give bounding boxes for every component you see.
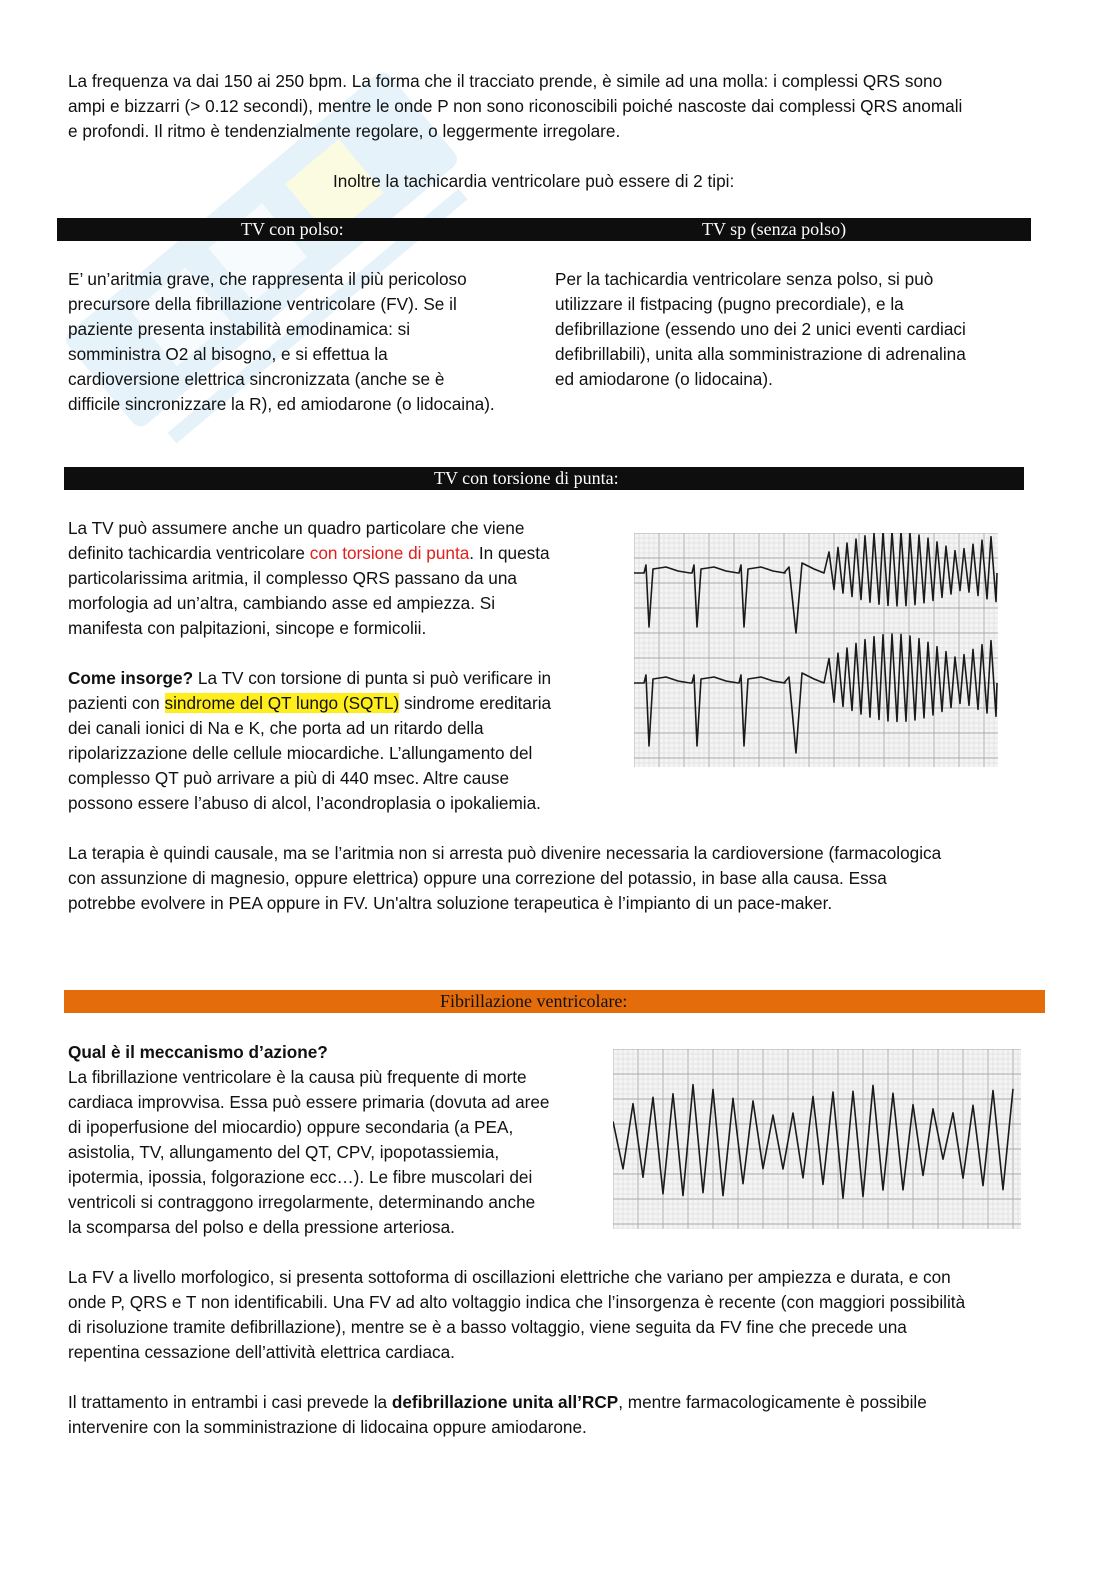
list-item: ed amiodarone (o lidocaina). (555, 369, 773, 389)
intro-line-1: La frequenza va dai 150 ai 250 bpm. La forma che il tracciato prende, è simile ad una molla: i complessi QRS sono (68, 71, 943, 91)
torsione-p1-line-5: manifesta con palpitazioni, sincope e formicolii. (68, 618, 427, 638)
therapy-line-3: potrebbe evolvere in PEA oppure in FV. Un'altra soluzione terapeutica è l’impianto di un pace-maker. (68, 893, 833, 913)
torsione-p1-line-1: La TV può assumere anche un quadro particolare che viene (68, 518, 525, 538)
list-item: defibrillabili), unita alla somministrazione di adrenalina (555, 344, 966, 364)
list-item: La FV a livello morfologico, si presenta sottoforma di oscillazioni elettriche che variano per ampiezza e durata, e con (68, 1267, 951, 1287)
torsione-p1-line-3: particolarissima aritmia, il complesso QRS passano da una (68, 568, 517, 588)
list-item: somministra O2 al bisogno, e si effettua la (68, 344, 388, 364)
fv-heading: Fibrillazione ventricolare: (440, 991, 628, 1011)
list-item: difficile sincronizzare la R), ed amiodarone (o lidocaina). (68, 394, 495, 414)
list-item: Per la tachicardia ventricolare senza polso, si può (555, 269, 934, 289)
list-item: paziente presenta instabilità emodinamica: si (68, 319, 411, 339)
torsione-p2-line-4: ripolarizzazione delle cellule miocardiche. L’allungamento del (68, 743, 533, 763)
intro-line-2: ampi e bizzarri (> 0.12 secondi), mentre le onde P non sono riconoscibili poiché nascoste dai complessi QRS anomali (68, 96, 963, 116)
torsione-bar (64, 467, 1024, 490)
torsione-p1-line-4: morfologia ad un’altra, cambiando asse ed ampiezza. Si (68, 593, 496, 613)
list-item: cardioversione elettrica sincronizzata (anche se è (68, 369, 445, 389)
torsione-p2-line-5: complesso QT può arrivare a più di 440 msec. Altre cause (68, 768, 510, 788)
list-item: repentina cessazione dell’attività elettrica cardiaca. (68, 1342, 455, 1362)
treatment-bold: defibrillazione unita all’RCP (391, 1392, 619, 1412)
fv-question: Qual è il meccanismo d’azione? (68, 1042, 328, 1062)
come-insorge-question: Come insorge? (68, 668, 194, 688)
torsione-heading: TV con torsione di punta: (434, 468, 619, 488)
types-heading: Inoltre la tachicardia ventricolare può essere di 2 tipi: (333, 171, 735, 191)
list-item: cardiaca improvvisa. Essa può essere primaria (dovuta ad aree (68, 1092, 550, 1112)
torsione-p2-line-3: dei canali ionici di Na e K, che porta ad un ritardo della (68, 718, 484, 738)
therapy-line-2: con assunzione di magnesio, oppure elettrica) oppure una correzione del potassio, in base alla causa. Essa (68, 868, 887, 888)
treatment-line-1: Il trattamento in entrambi i casi prevede la defibrillazione unita all’RCP, mentre farmacologicamente è possibile (68, 1392, 927, 1412)
list-item: di risoluzione tramite defibrillazione), mentre se è a basso voltaggio, viene seguita da FV fine che precede una (68, 1317, 907, 1337)
tv-con-polso-heading: TV con polso: (241, 219, 344, 239)
fv-bar (64, 990, 1045, 1013)
list-item: utilizzare il fistpacing (pugno precordiale), e la (555, 294, 904, 314)
tv-senza-polso-heading: TV sp (senza polso) (702, 219, 847, 239)
tv-types-bar (57, 218, 1031, 241)
list-item: di ipoperfusione del miocardio) oppure secondaria (a PEA, (68, 1117, 514, 1137)
list-item: E’ un’aritmia grave, che rappresenta il più pericoloso (68, 269, 467, 289)
ecg-fv-image (613, 1049, 1021, 1229)
list-item: precursore della fibrillazione ventricolare (FV). Se il (68, 294, 457, 314)
list-item: ipotermia, ipossia, folgorazione ecc…). Le fibre muscolari dei (68, 1167, 533, 1187)
torsione-p2-line-2: pazienti con sindrome del QT lungo (SQTL) sindrome ereditaria (68, 693, 552, 713)
list-item: ventricoli si contraggono irregolarmente, determinando anche (68, 1192, 536, 1212)
sqtl-highlight: sindrome del QT lungo (SQTL) (164, 693, 400, 713)
torsione-p1-line-2: definito tachicardia ventricolare con torsione di punta. In questa (68, 543, 550, 563)
list-item: onde P, QRS e T non identificabili. Una FV ad alto voltaggio indica che l’insorgenza è recente (con maggiori possibilità (68, 1292, 966, 1312)
torsione-p2-line-1: Come insorge? La TV con torsione di punta si può verificare in (68, 668, 552, 688)
torsione-red-term: con torsione di punta (309, 543, 470, 563)
torsione-p2-line-6: possono essere l’abuso di alcol, l’acondroplasia o ipokaliemia. (68, 793, 541, 813)
ecg-torsione-image (634, 533, 998, 767)
list-item: la scomparsa del polso e della pressione arteriosa. (68, 1217, 455, 1237)
list-item: La fibrillazione ventricolare è la causa più frequente di morte (68, 1067, 527, 1087)
treatment-line-2: intervenire con la somministrazione di lidocaina oppure amiodarone. (68, 1417, 587, 1437)
therapy-line-1: La terapia è quindi causale, ma se l’aritmia non si arresta può divenire necessaria la cardioversione (farmacologica (68, 843, 942, 863)
list-item: defibrillazione (essendo uno dei 2 unici eventi cardiaci (555, 319, 966, 339)
intro-line-3: e profondi. Il ritmo è tendenzialmente regolare, o leggermente irregolare. (68, 121, 621, 141)
list-item: asistolia, TV, allungamento del QT, CPV, ipopotassiemia, (68, 1142, 500, 1162)
